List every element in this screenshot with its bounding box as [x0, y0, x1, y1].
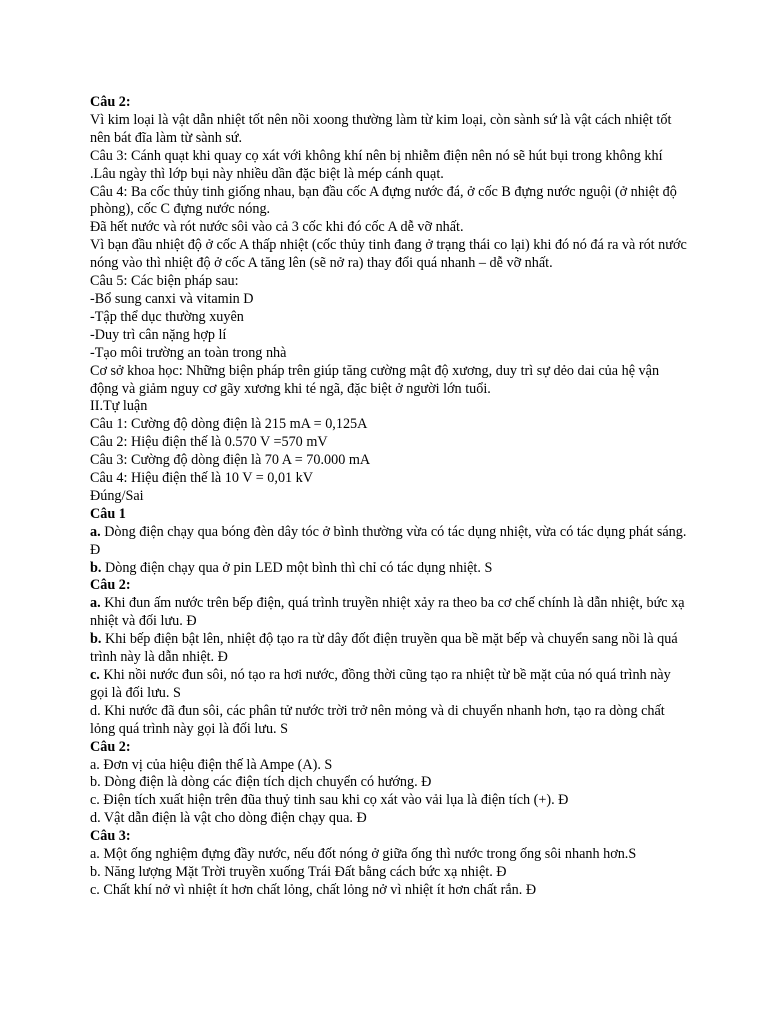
question-heading: Câu 2: — [90, 738, 131, 755]
answer-item — [90, 631, 690, 667]
text-line: c. Điện tích xuất hiện trên đũa thuỷ tinh sau khi cọ xát vào vải lụa là điện tích (+). Đ — [90, 792, 569, 809]
text-line: d. Khi nước đã đun sôi, các phân tử nước trời trở nên mỏng và di chuyển nhanh hơn, tạo ra dòng chất lỏng quá trình này gọi là đối lưu. S — [90, 702, 669, 737]
text-line: c. Chất khí nở vì nhiệt ít hơn chất lỏng, chất lỏng nở vì nhiệt ít hơn chất rắn. Đ — [90, 881, 537, 898]
answer-item — [90, 667, 690, 703]
text-line: Câu 4: Hiệu điện thế là 10 V = 0,01 kV — [90, 470, 314, 487]
item-label: b. — [90, 559, 102, 576]
text-line: Câu 1: Cường độ dòng điện là 215 mA = 0,125A — [90, 416, 368, 433]
text-line: Câu 4: Ba cốc thủy tinh giống nhau, bạn đầu cốc A đựng nước đá, ở cốc B đựng nước nguội (ở nhiệt độ phòng), cốc C đựng nước nóng. — [90, 183, 681, 218]
item-text: Khi bếp điện bật lên, nhiệt độ tạo ra từ dây đốt điện truyền qua bề mặt bếp và chuyển sang nồi là quá trình này là dẫn nhiệt. Đ — [90, 631, 682, 666]
text-line: a. Đơn vị của hiệu điện thế là Ampe (A). S — [90, 756, 333, 773]
item-text: Khi đun ấm nước trên bếp điện, quá trình truyền nhiệt xảy ra theo ba cơ chế chính là dẫn nhiệt, bức xạ nhiệt và đối lưu. Đ — [90, 595, 689, 630]
item-label: a. — [90, 595, 101, 612]
item-text: Dòng điện chạy qua bóng đèn dây tóc ở bình thường vừa có tác dụng nhiệt, vừa có tác dụng phát sáng. Đ — [90, 523, 690, 558]
text-line: Câu 3: Cường độ dòng điện là 70 A = 70.000 mA — [90, 452, 371, 469]
text-line: a. Một ống nghiệm đựng đầy nước, nếu đốt nóng ở giữa ống thì nước trong ống sôi nhanh hơn.S — [90, 846, 637, 863]
text-line: II.Tự luận — [90, 398, 148, 415]
text-line: -Tập thể dục thường xuyên — [90, 308, 244, 325]
text-line: Đúng/Sai — [90, 487, 144, 504]
text-line: b. Năng lượng Mặt Trời truyền xuống Trái Đất bằng cách bức xạ nhiệt. Đ — [90, 863, 507, 880]
item-text: Dòng điện chạy qua ở pin LED một bình thì chỉ có tác dụng nhiệt. S — [101, 559, 493, 576]
item-label: a. — [90, 523, 101, 540]
answer-item — [90, 560, 690, 578]
text-line: Đã hết nước và rót nước sôi vào cả 3 cốc khi đó cốc A dễ vỡ nhất. — [90, 219, 464, 236]
text-line: Câu 5: Các biện pháp sau: — [90, 273, 239, 290]
text-line: -Tạo môi trường an toàn trong nhà — [90, 344, 287, 361]
answer-item — [90, 595, 690, 631]
text-line: Cơ sở khoa học: Những biện pháp trên giúp tăng cường mật độ xương, duy trì sự dẻo dai của hệ vận động và giảm nguy cơ gãy xương khi té ngã, đặc biệt ở người lớn tuổi. — [90, 362, 663, 397]
text-line: -Bổ sung canxi và vitamin D — [90, 290, 254, 307]
text-line: Vì kim loại là vật dẫn nhiệt tốt nên nồi xoong thường làm từ kim loại, còn sành sứ là vật cách nhiệt tốt nên bát đĩa làm từ sành sứ. — [90, 111, 675, 146]
text-line: Câu 2: Hiệu điện thế là 0.570 V =570 mV — [90, 434, 328, 451]
text-line: -Duy trì cân nặng hợp lí — [90, 326, 227, 343]
item-text: Khi nồi nước đun sôi, nó tạo ra hơi nước, đồng thời cũng tạo ra nhiệt từ bề mặt của nó quá trình này gọi là đối lưu. S — [90, 667, 675, 701]
text-line: Vì bạn đầu nhiệt độ ở cốc A thấp nhiệt (cốc thủy tinh đang ở trạng thái co lại) khi đó nó đá ra và rót nước nóng vào thì nhiệt độ ở cốc A tăng lên (sẽ nở ra) thay đổi quá nhanh – dễ vỡ nhất. — [90, 237, 691, 272]
text-line: Câu 3: Cánh quạt khi quay cọ xát với không khí nên bị nhiễm điện nên nó sẽ hút bụi trong không khí .Lâu ngày thì lớp bụi này nhiều dần đặc biệt là mép cánh quạt. — [90, 147, 667, 182]
document-body — [90, 94, 690, 900]
question-heading: Câu 2: — [90, 94, 131, 110]
text-line: d. Vật dẫn điện là vật cho dòng điện chạy qua. Đ — [90, 810, 367, 827]
question-heading: Câu 1 — [90, 505, 126, 522]
text-line: b. Dòng điện là dòng các điện tích dịch chuyển có hướng. Đ — [90, 774, 432, 791]
item-label: c. — [90, 667, 100, 683]
item-label: b. — [90, 631, 102, 648]
answer-item — [90, 524, 690, 560]
question-heading: Câu 2: — [90, 577, 131, 594]
question-heading: Câu 3: — [90, 828, 131, 845]
